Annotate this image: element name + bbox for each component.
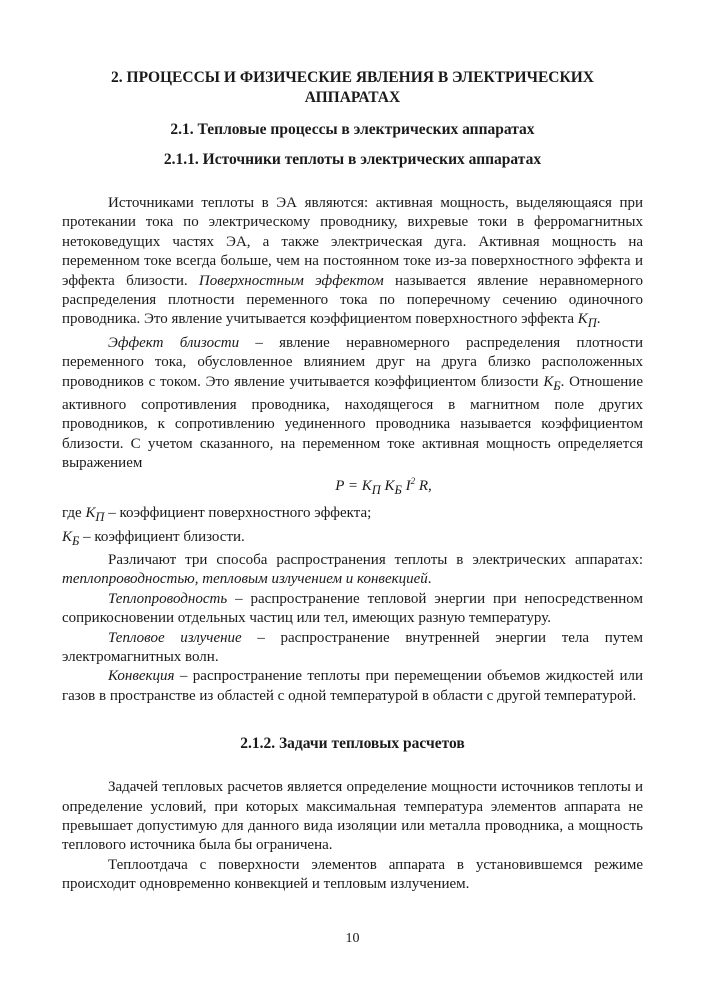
section-title: 2.1. Тепловые процессы в электрических аппаратах	[170, 121, 535, 138]
paragraph-radiation: Тепловое излучение – распространение внутренней энергии тела путем электромагнитных волн.	[62, 629, 643, 665]
paragraph-proximity-effect: Эффект близости – явление неравномерного распределения плотности переменного тока, обусловленное влиянием друг на друга близко расположенных проводников с током. Это явление учитывается коэффициентом близости $К_Б$. Отношение активного сопротивления проводника, находящегося в магнитном поле других проводников, к сопротивлению уединенного проводника называется коэффициентом близости. С учетом сказанного, на переменном токе активная мощность определяется выражением	[62, 334, 643, 472]
page-number: 10	[345, 931, 360, 946]
paragraph-conduction: Теплопроводность – распространение тепловой энергии при непосредственном соприкосновении отдельных частиц или тел, имеющих разную температуру.	[62, 590, 643, 627]
paragraph-heat-sources: Источниками теплоты в ЭА являются: активная мощность, выделяющаяся при протекании тока по электрическому проводнику, вихревые токи в ферромагнитных нетоковедущих частях ЭА, а также электрическая дуга. Активная мощность на переменном токе всегда больше, чем на постоянном токе из-за поверхностного эффекта и эффекта близости. Поверхностным эффектом называется явление неравномерного распределения плотности переменного тока по поперечному сечению одиночного проводника. Это явление учитывается коэффициентом поверхностного эффекта $К_П$.	[62, 195, 643, 331]
paragraph-calculation-tasks: Задачей тепловых расчетов является определение мощности источников теплоты и определение условий, при которых максимальная температура элементов аппарата не превышает допустимую для данного вида изоляции или металла проводника, а мощность теплового источника была бы ограничена.	[62, 779, 643, 854]
term-convection: Конвекция	[108, 668, 175, 685]
paragraph-convection: Конвекция – распространение теплоты при перемещении объемов жидкостей или газов в пространстве из областей с одной температурой в области с другой температурой.	[62, 668, 643, 704]
term-radiation: Тепловое излучение	[108, 629, 242, 646]
term-transfer-methods: теплопроводностью, тепловым излучением и конвекцией	[62, 571, 428, 588]
term-proximity-effect: Эффект близости	[108, 334, 240, 351]
where-skin-coefficient: где $К_П$ – коэффициент поверхностного эффекта;	[62, 505, 372, 525]
subsection-title-thermal-calculations: 2.1.2. Задачи тепловых расчетов	[240, 735, 465, 753]
paragraph-heat-transfer-methods: Различают три способа распространения теплоты в электрических аппаратах: теплопроводностью, тепловым излучением и конвекцией.	[62, 551, 643, 588]
power-formula: $P = K_П$ $K_Б$ $I^2$ R,	[335, 475, 432, 497]
page-content	[62, 58, 643, 895]
term-skin-effect: Поверхностным эффектом	[198, 272, 384, 289]
paragraph-heat-release: Теплоотдача с поверхности элементов аппарата в установившемся режиме происходит одновременно конвекцией и тепловым излучением.	[62, 856, 643, 893]
where-proximity-coefficient: $К_Б$ – коэффициент близости.	[62, 528, 245, 548]
term-conduction: Теплопроводность	[108, 590, 228, 607]
chapter-title: 2. ПРОЦЕССЫ И ФИЗИЧЕСКИЕ ЯВЛЕНИЯ В ЭЛЕКТРИЧЕСКИХ АППАРАТАХ	[111, 69, 594, 106]
subsection-title-heat-sources: 2.1.1. Источники теплоты в электрических аппаратах	[163, 151, 542, 168]
